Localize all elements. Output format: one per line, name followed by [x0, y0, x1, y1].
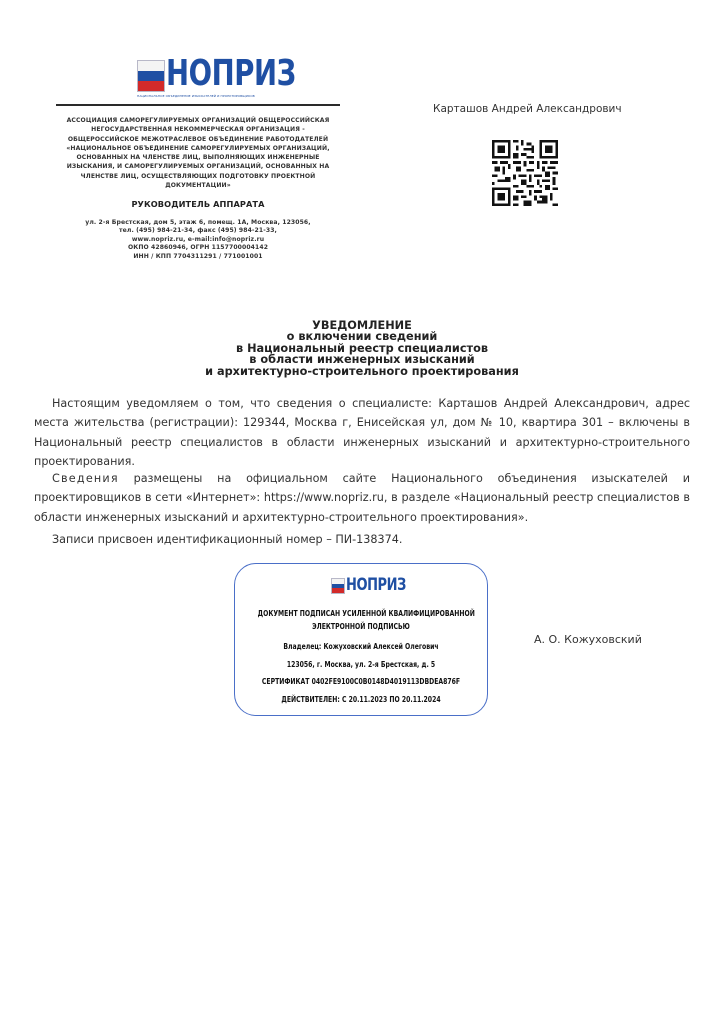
- notice-title-line: УВЕДОМЛЕНИЕ: [312, 319, 412, 332]
- org-line: ДОКУМЕНТАЦИИ»: [165, 182, 231, 190]
- stamp-address: 123056, г. Москва, ул. 2-я Брестская, д. 5: [286, 659, 436, 669]
- stamp-certificate: СЕРТИФИКАТ 0402FE9100C0B0148D4019113DBDEA876F: [261, 676, 461, 686]
- contact-line: ИНН / КПП 7704311291 / 771001001: [133, 253, 263, 261]
- stamp-line-1: ДОКУМЕНТ ПОДПИСАН УСИЛЕННОЙ КВАЛИФИЦИРОВАННОЙ: [257, 608, 475, 618]
- notice-title-line: и архитектурно-строительного проектирования: [205, 364, 519, 378]
- notice-title-line: о включении сведений: [286, 330, 438, 344]
- org-line: АССОЦИАЦИЯ САМОРЕГУЛИРУЕМЫХ ОРГАНИЗАЦИЙ ОБЩЕРОССИЙСКАЯ: [66, 117, 330, 124]
- header-divider: [56, 104, 340, 106]
- organization-block: [56, 116, 340, 262]
- qr-code: [492, 140, 558, 206]
- russian-flag-icon: [137, 60, 165, 92]
- notice-title-line: в Национальный реестр специалистов: [235, 341, 489, 355]
- notice-paragraph-2: [34, 469, 690, 527]
- org-line: НЕГОСУДАРСТВЕННАЯ НЕКОММЕРЧЕСКАЯ ОРГАНИЗАЦИЯ -: [91, 126, 305, 134]
- stamp-validity: ДЕЙСТВИТЕЛЕН: С 20.11.2023 ПО 20.11.2024: [281, 694, 441, 704]
- org-line: «НАЦИОНАЛЬНОЕ ОБЪЕДИНЕНИЕ САМОРЕГУЛИРУЕМЫХ ОРГАНИЗАЦИЙ,: [66, 144, 330, 152]
- stamp-line-2: ЭЛЕКТРОННОЙ ПОДПИСЬЮ: [312, 621, 410, 631]
- org-line: ЧЛЕНСТВЕ ЛИЦ, ОСУЩЕСТВЛЯЮЩИХ ПОДГОТОВКУ ПРОЕКТНОЙ: [80, 172, 316, 180]
- russian-flag-icon: [331, 578, 345, 594]
- org-line: ОБЩЕРОССИЙСКОЕ МЕЖОТРАСЛЕВОЕ ОБЪЕДИНЕНИЕ РАБОТОДАТЕЛЕЙ: [67, 135, 329, 143]
- contact-line: тел. (495) 984-21-34, факс (495) 984-21-33,: [119, 227, 277, 235]
- notice-paragraph-1: Настоящим уведомляем о том, что сведения о специалисте: Карташов Андрей Александрович, адрес места жительства (регистрации): 129344, Москва г, Енисейская ул, дом № 10, квартира 301 – включены в Национальный реестр специалистов в области инженерных изысканий и архитектурно-строительного проектирования.: [34, 397, 690, 468]
- nopriz-logo: [137, 53, 319, 98]
- contact-line: ул. 2-я Брестская, дом 5, этаж 6, помещ. 1А, Москва, 123056,: [85, 218, 311, 226]
- paragraph-2-lead: Сведения: [52, 472, 119, 485]
- stamp-logo: [331, 577, 416, 594]
- stamp-logo-wordmark: НОПРИЗ: [346, 575, 406, 595]
- recipient-name: Карташов Андрей Александрович: [433, 103, 622, 115]
- position-title: РУКОВОДИТЕЛЬ АППАРАТА: [131, 199, 265, 210]
- contact-line: www.nopriz.ru, e-mail:info@nopriz.ru: [131, 235, 265, 243]
- notice-paragraph-3: Записи присвоен идентификационный номер – ПИ-138374.: [52, 533, 403, 546]
- org-line: ОСНОВАННЫХ НА ЧЛЕНСТВЕ ЛИЦ, ВЫПОЛНЯЮЩИХ ИНЖЕНЕРНЫЕ: [76, 154, 320, 162]
- paragraph-2-text: размещены на официальном сайте Национального объединения изыскателей и проектировщиков в сети «Интернет»: https://www.nopriz.ru, в разделе «Национальный реестр специалистов в области инженерных изысканий и архитектурно-строительного проектирования».: [34, 472, 690, 524]
- org-line: ИЗЫСКАНИЯ, И САМОРЕГУЛИРУЕМЫХ ОРГАНИЗАЦИЙ, ОСНОВАННЫХ НА: [66, 163, 330, 171]
- electronic-signature-stamp: [234, 563, 488, 716]
- logo-tagline: НАЦИОНАЛЬНОЕ ОБЪЕДИНЕНИЕ ИЗЫСКАТЕЛЕЙ И ПРОЕКТИРОВЩИКОВ: [137, 94, 255, 98]
- logo-wordmark: НОПРИЗ: [166, 53, 296, 94]
- notice-title-line: в области инженерных изысканий: [249, 353, 475, 367]
- notice-title: [176, 320, 548, 377]
- stamp-owner: Владелец: Кожуховский Алексей Олегович: [283, 641, 439, 651]
- contact-line: ОКПО 42860946, ОГРН 1157700004142: [127, 244, 269, 252]
- signer-name: А. О. Кожуховский: [534, 633, 642, 646]
